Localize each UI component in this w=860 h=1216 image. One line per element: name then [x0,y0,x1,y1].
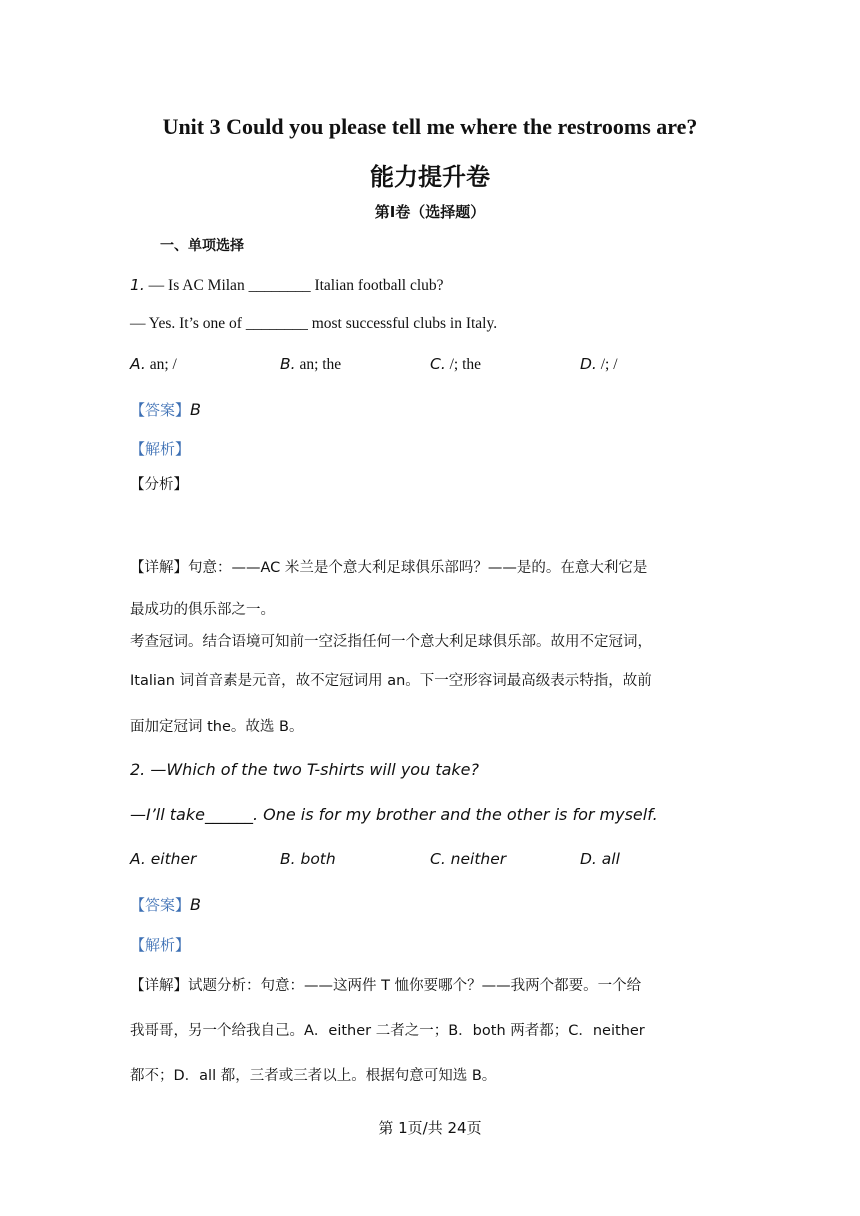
q1-option-c [430,355,481,374]
q1-detail-text1: 句意：——AC 米兰是个意大利足球俱乐部吗？——是的。在意大利它是 [188,560,648,576]
q1-option-b-text: an; the [299,356,342,373]
volume-heading: 第I卷（选择题） [374,203,486,221]
q2-stem-line1: 2. —Which of the two T-shirts will you take? [130,760,479,779]
q1-option-d [580,355,618,374]
q2-detail-line2: 我哥哥，另一个给我自己。A．either 二者之一；B．both 两者都；C．neither [130,1023,645,1039]
section-heading: 一、单项选择 [160,238,244,254]
q1-fenxi-label: 【分析】 [130,477,188,493]
q2-detail-label: 【详解】 [130,978,188,994]
q2-answer [130,894,201,915]
q2-stem-line2: —I’ll take______. One is for my brother and the other is for myself. [130,805,658,824]
q1-option-b-letter: B. [280,355,296,373]
q1-answer-label: 【答案】 [130,401,191,419]
document-subtitle: 能力提升卷 [370,163,490,191]
q2-jiexi-label: 【解析】 [130,936,191,954]
q1-detail-line1 [130,556,647,577]
q1-detail-label: 【详解】 [130,560,188,576]
q1-option-a [130,355,177,374]
q1-detail-line5: 面加定冠词 the。故选 B。 [130,719,304,735]
q1-stem-line1 [130,276,444,295]
page-number: 第 1页/共 24页 [378,1119,482,1137]
q1-option-d-letter: D. [580,355,597,373]
q2-option-c: C. neither [430,850,507,868]
q2-detail-text1: 试题分析：句意：——这两件 T 恤你要哪个？——我两个都要。一个给 [188,978,642,994]
q2-option-d: D. all [580,850,620,868]
q1-answer [130,399,201,420]
document-title: Unit 3 Could you please tell me where the restrooms are? [162,114,698,139]
q1-option-d-text: /; / [600,356,618,373]
q1-detail-line4: Italian 词首音素是元音，故不定冠词用 an。下一空形容词最高级表示特指，故前 [130,673,652,689]
q1-answer-value: B [190,400,201,419]
q1-option-c-letter: C. [430,355,446,373]
q1-number: 1. [130,276,145,294]
q2-detail-line3: 都不；D．all 都，三者或三者以上。根据句意可知选 B。 [130,1068,497,1084]
q1-detail-line3: 考查冠词。结合语境可知前一空泛指任何一个意大利足球俱乐部。故用不定冠词， [130,634,652,650]
q2-option-b: B. both [280,850,336,868]
q2-answer-label: 【答案】 [130,896,191,914]
q1-stem-line2: — Yes. It’s one of ________ most successful clubs in Italy. [130,315,498,332]
q1-option-b [280,355,341,374]
q1-option-c-text: /; the [449,356,482,373]
q1-jiexi-label: 【解析】 [130,440,191,458]
q2-detail-line1 [130,974,641,995]
q1-option-a-letter: A. [130,355,146,373]
q1-option-a-text: an; / [149,356,177,373]
q1-line1-text: — Is AC Milan ________ Italian football club? [148,277,444,294]
q2-option-a: A. either [130,850,197,868]
q1-detail-line2: 最成功的俱乐部之一。 [130,602,275,618]
q2-answer-value: B [190,895,201,914]
